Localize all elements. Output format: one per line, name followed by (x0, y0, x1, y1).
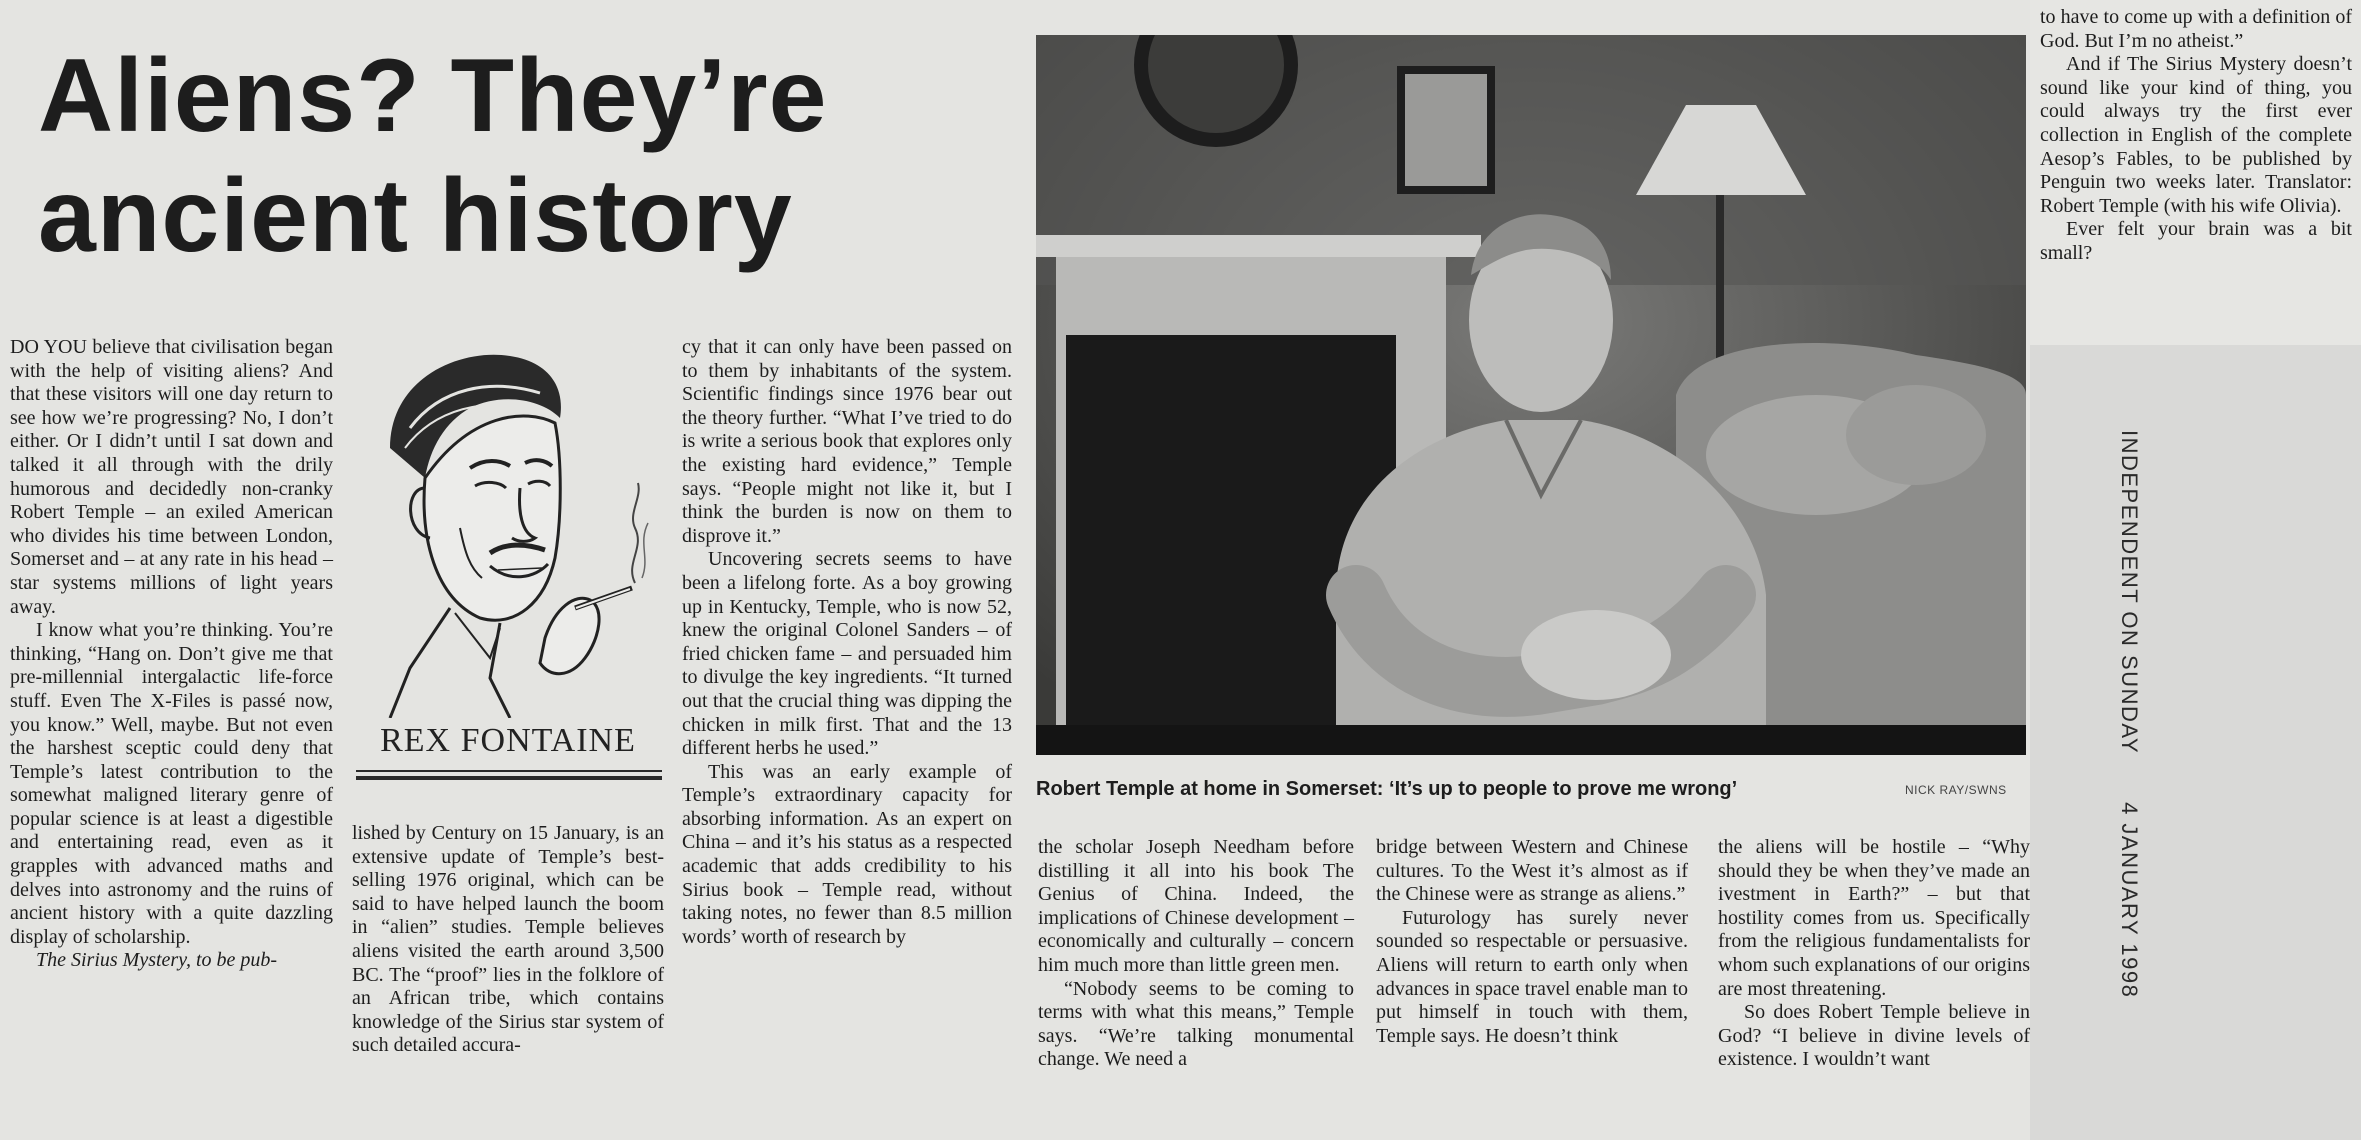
column-7 (2040, 6, 2352, 266)
photo-robert-temple (1036, 35, 2026, 755)
masthead-date: 4 JANUARY 1998 (2117, 802, 2142, 999)
photo-credit: NICK RAY/SWNS (1905, 783, 2007, 797)
paragraph: Futurology has surely never sounded so respectable or persuasive. Aliens will return to earth only when advances in space travel enable man to put himself in touch with them, Temple says. He doesn’t think (1376, 906, 1688, 1047)
paragraph: So does Robert Temple believe in God? “I believe in divine levels of existence. I wouldn’t want (1718, 1001, 2030, 1071)
paragraph: I know what you’re thinking. You’re thinking, “Hang on. Don’t give me that pre-millennial intergalactic life-force stuff. Even The X-Files is passé now, you know.” Well, maybe. But not even the harshest sceptic could deny that Temple’s latest contribution to the somewhat maligned literary genre of popular science is at least a digestible and entertaining read, even as it grapples with advanced maths and delves into astronomy and the ruins of ancient history with a quite dazzling display of scholarship. (10, 619, 333, 948)
photo-caption: Robert Temple at home in Somerset: ‘It’s up to people to prove me wrong’ (1036, 778, 1738, 800)
column-5 (1376, 836, 1688, 1048)
headline-line-1: Aliens? They’re (38, 38, 828, 154)
paragraph: This was an early example of Temple’s extraordinary capacity for absorbing information. As an expert on China – and it’s his status as a respected academic that adds credibility to his Sirius book – Temple read, without taking notes, no fewer than 8.5 million words’ worth of research by (682, 760, 1012, 948)
paragraph: “Nobody seems to be coming to terms with what this means,” Temple says. “We’re talking monumental change. We need a (1038, 977, 1354, 1071)
column-3 (682, 336, 1012, 949)
masthead-paper-name: INDEPENDENT ON SUNDAY (2117, 430, 2142, 755)
column-1 (10, 336, 333, 973)
paragraph: The Sirius Mystery, to be pub- (36, 949, 278, 972)
paragraph: lished by Century on 15 January, is an extensive update of Temple’s best-selling 1976 original, which can be said to have helped launch the boom in “alien” studies. Temple believes aliens visited the earth around 3,500 BC. The “proof” lies in the folklore of an African tribe, which contains knowledge of the Sirius star system of such detailed accura- (352, 822, 664, 1057)
headline-line-2: ancient history (38, 158, 793, 274)
column-2 (352, 822, 664, 1058)
byline-rule-thick (356, 776, 662, 780)
column-4 (1038, 836, 1354, 1072)
paragraph: to have to come up with a definition of God. But I’m no atheist.” (2040, 6, 2352, 52)
cartoon-illustration (350, 338, 662, 738)
paragraph: Uncovering secrets seems to have been a lifelong forte. As a boy growing up in Kentucky, Temple, who is now 52, knew the original Colonel Sanders – of fried chicken fame – and persuaded him to divulge the key ingredients. “It turned out that the crucial thing was dipping the chicken in milk first. That and the 13 different herbs he used.” (682, 548, 1012, 760)
masthead-vertical (2112, 430, 2142, 999)
paragraph: the aliens will be hostile – “Why should they be when they’ve made an ivestment in Earth?” – but that hostility comes from us. Specifically from the religious fundamentalists for whom such explanations of our origins are most threatening. (1718, 836, 2030, 1000)
column-6 (1718, 836, 2030, 1072)
paragraph: Ever felt your brain was a bit small? (2040, 218, 2352, 264)
paragraph: DO YOU believe that civilisation began with the help of visiting aliens? And that these visitors will one day return to see how we’re progressing? No, I don’t either. Or I didn’t until I sat down and talked it all through with the drily humorous and decidedly non-cranky Robert Temple – an exiled American who divides his time between London, Somerset and – at any rate in his head – star systems millions of light years away. (10, 336, 333, 618)
paragraph: And if The Sirius Mystery doesn’t sound like your kind of thing, you could always try the first ever collection in English of the complete Aesop’s Fables, to be published by Penguin two weeks later. Translator: Robert Temple (with his wife Olivia). (2040, 53, 2352, 217)
paragraph: the scholar Joseph Needham before distilling it all into his book The Genius of China. Indeed, the implications of Chinese development – economically and culturally – concern him much more than little green men. (1038, 836, 1354, 976)
byline: REX FONTAINE (380, 722, 636, 759)
headline (38, 36, 998, 276)
byline-rule (356, 770, 662, 772)
paragraph: bridge between Western and Chinese cultures. To the West it’s almost as if the Chinese were as strange as aliens.” (1376, 836, 1688, 906)
paragraph: cy that it can only have been passed on to them by inhabitants of the system. Scientific findings since 1976 bear out the theory further. “What I’ve tried to do is write a serious book that explores only the existing hard evidence,” Temple says. “People might not like it, but I think the burden is now on them to disprove it.” (682, 336, 1012, 547)
